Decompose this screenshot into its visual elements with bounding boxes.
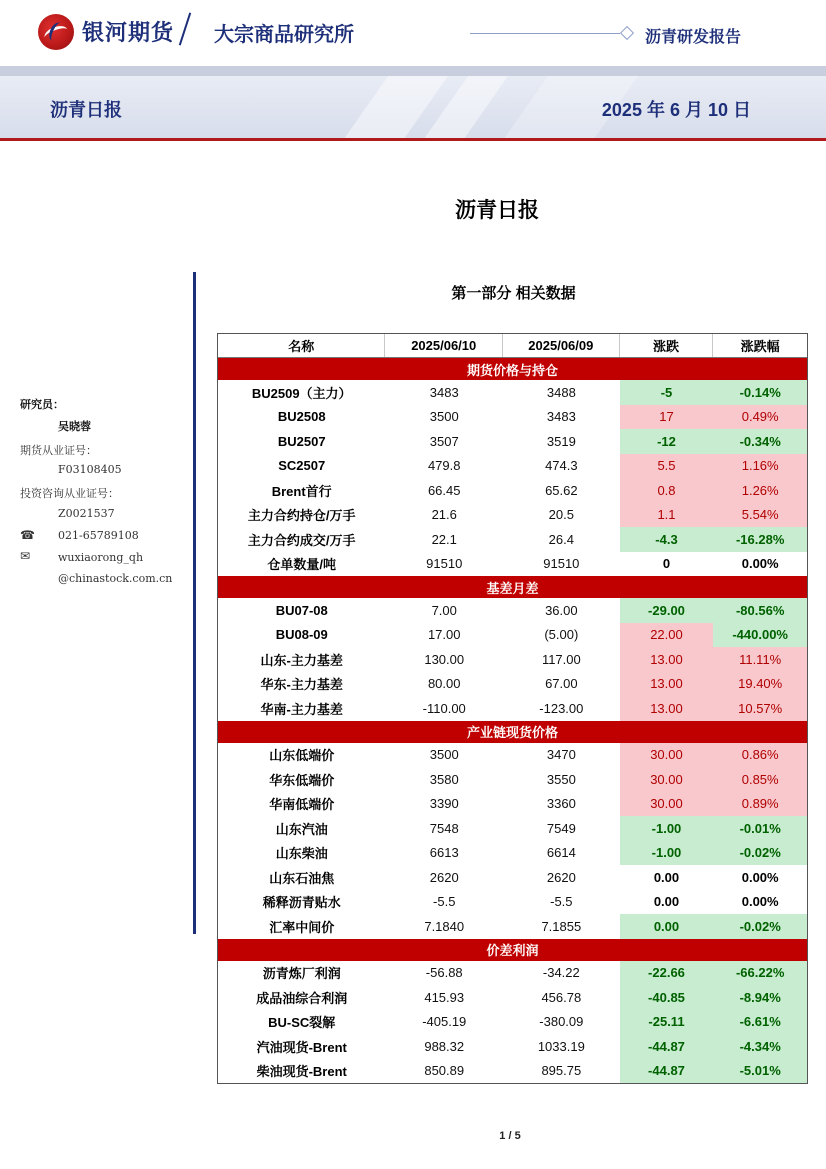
value-change: 0.00 [653,869,680,885]
value-date2: -5.5 [550,894,573,910]
section-title: 第一部分 相关数据 [451,285,576,302]
value-change: 30.00 [620,743,714,768]
value-date1: 6613 [429,845,459,861]
value-date2: 3360 [546,796,576,812]
value-date2: 3483 [546,409,576,425]
value-change-pct: 0.49% [713,405,807,430]
row-name: 华东-主力基差 [260,677,343,693]
value-change-pct: 10.57% [713,696,807,721]
value-change: 0.00 [620,914,714,939]
table-row [218,743,807,768]
column-header-change: 涨跌 [620,334,714,357]
value-change: 17 [620,405,714,430]
value-date2: 3470 [546,747,576,763]
report-type: 沥青研发报告 [645,29,742,46]
value-change-pct: 0.00% [741,556,779,572]
institute-name: 大宗商品研究所 [214,24,354,46]
row-name: Brent首行 [271,483,332,499]
value-change: -44.87 [620,1034,714,1059]
row-name: 华南-主力基差 [260,701,343,717]
value-change: 13.00 [620,696,714,721]
value-change: 5.5 [620,454,714,479]
value-date2: -123.00 [539,700,584,716]
value-change-pct: -440.00% [713,623,807,648]
value-date1: 7548 [429,820,459,836]
researcher-label: 研究员： [20,398,64,411]
row-name: BU2508 [277,409,326,425]
value-change-pct: 0.89% [713,792,807,817]
value-change: -5 [620,380,714,405]
value-change-pct: -0.02% [713,914,807,939]
table-row [218,696,807,721]
section-header: 价差利润 [218,939,807,961]
value-change: 0 [662,556,671,572]
document-title-wrap [0,194,826,224]
diamond-icon [620,26,634,40]
value-date2: 2620 [546,869,576,885]
value-date2: 67.00 [545,676,578,692]
section-header: 基差月差 [218,576,807,598]
value-change-pct: -5.01% [713,1059,807,1084]
row-name: 山东汽油 [275,821,328,837]
consult-cert-label: 投资咨询从业证号： [20,487,119,500]
table-row [218,672,807,697]
value-date1: -5.5 [433,894,456,910]
value-date1: 130.00 [424,651,465,667]
value-date1: -56.88 [425,965,463,981]
value-change-pct: -0.34% [713,429,807,454]
value-change: -12 [620,429,714,454]
value-change-pct: 1.16% [713,454,807,479]
value-date1: 21.6 [431,507,457,523]
banner [0,76,826,138]
value-change-pct: -16.28% [713,527,807,552]
page-number: 1 / 5 [499,1130,521,1142]
value-date2: -380.09 [539,1014,584,1030]
table-row [218,454,807,479]
table-row [218,961,807,986]
value-change-pct: 0.00% [741,894,779,910]
table-header [218,334,807,358]
email-line-1: wuxiaorong_qh [58,551,144,564]
value-date2: -34.22 [542,965,580,981]
value-change-pct: 0.86% [713,743,807,768]
column-header-date1: 2025/06/10 [385,334,503,357]
row-name: BU08-09 [275,627,328,643]
row-name: BU-SC裂解 [268,1015,336,1031]
table-row [218,503,807,528]
value-date1: 3580 [429,771,459,787]
section-header: 期货价格与持仓 [218,358,807,380]
value-change: -29.00 [620,598,714,623]
table-row [218,890,807,915]
value-date1: 850.89 [424,1063,465,1079]
value-change: 13.00 [620,647,714,672]
value-change-pct: 1.26% [713,478,807,503]
value-change: 0.8 [620,478,714,503]
brand-name: 银河期货 [82,20,175,45]
table-row [218,647,807,672]
value-date1: 479.8 [427,458,461,474]
table-row [218,767,807,792]
header-divider [179,13,191,46]
table-row [218,405,807,430]
table-row [218,527,807,552]
value-change-pct: -0.01% [713,816,807,841]
value-change-pct: -6.61% [713,1010,807,1035]
row-name: 汽油现货-Brent [256,1039,347,1055]
value-change: 1.1 [620,503,714,528]
value-change: -1.00 [620,816,714,841]
table-row [218,552,807,577]
table-row [218,429,807,454]
value-date1: 988.32 [424,1038,465,1054]
value-date2: (5.00) [544,627,579,643]
table-row [218,1059,807,1084]
value-date2: 3519 [546,433,576,449]
value-date1: 17.00 [427,627,461,643]
value-change: -1.00 [620,841,714,866]
table-row [218,914,807,939]
row-name: 山东低端价 [269,748,335,764]
value-change-pct: -66.22% [713,961,807,986]
document-title: 沥青日报 [455,199,539,222]
value-change: 30.00 [620,792,714,817]
email-icon: ✉ [20,549,31,563]
table-row [218,816,807,841]
galaxy-futures-logo-icon [38,14,74,50]
futures-cert-number: F03108405 [58,463,122,476]
table-row [218,598,807,623]
value-change: -44.87 [620,1059,714,1084]
row-name: 仓单数量/吨 [267,557,337,573]
value-change-pct: -8.94% [713,985,807,1010]
value-change: -4.3 [620,527,714,552]
row-name: 汇率中间价 [269,919,335,935]
value-date1: 3390 [429,796,459,812]
value-date2: 7549 [546,820,576,836]
value-date1: 22.1 [431,531,457,547]
table-row [218,623,807,648]
row-name: BU2507 [277,433,326,449]
row-name: 成品油综合利润 [256,990,348,1006]
value-date2: 65.62 [545,482,578,498]
value-date1: 415.93 [424,989,465,1005]
value-date2: 36.00 [545,602,578,618]
row-name: 主力合约成交/万手 [247,532,356,548]
value-change-pct: 0.85% [713,767,807,792]
row-name: 柴油现货-Brent [256,1064,347,1080]
value-date1: 3483 [429,384,459,400]
column-header-date2: 2025/06/09 [503,334,620,357]
row-name: 山东-主力基差 [260,652,343,668]
column-header-name: 名称 [218,334,385,357]
value-change: 22.00 [620,623,714,648]
row-name: 华东低端价 [269,772,335,788]
banner-underline [0,138,826,141]
value-date2: 3488 [546,384,576,400]
page-header [0,0,826,66]
value-date2: 456.78 [541,989,582,1005]
table-row [218,792,807,817]
value-date1: 3500 [429,747,459,763]
consult-cert-number: Z0021537 [58,507,115,520]
value-change-pct: -4.34% [713,1034,807,1059]
column-header-change-pct: 涨跌幅 [740,339,780,354]
row-name: 山东柴油 [275,846,328,862]
value-change: 30.00 [620,767,714,792]
value-change-pct: 11.11% [713,647,807,672]
table-row [218,1010,807,1035]
value-change: 0.00 [653,894,680,910]
value-date1: 66.45 [427,482,461,498]
row-name: 稀释沥青贴水 [262,895,341,911]
value-change: -22.66 [620,961,714,986]
header-stripe [0,66,826,76]
row-name: BU07-08 [275,602,328,618]
value-date2: 7.1855 [541,918,582,934]
value-date1: -405.19 [422,1014,467,1030]
table-row [218,478,807,503]
value-date2: 895.75 [541,1063,582,1079]
table-row [218,380,807,405]
phone-number: 021-65789108 [58,529,139,542]
value-change-pct: -80.56% [713,598,807,623]
value-change: -40.85 [620,985,714,1010]
researcher-name: 吴晓蓉 [58,420,91,433]
banner-date: 2025 年 6 月 10 日 [601,100,751,120]
row-name: 沥青炼厂利润 [262,966,341,982]
row-name: BU2509（主力） [251,385,352,401]
value-date2: 6614 [546,845,576,861]
header-rule [470,33,620,34]
table-row [218,841,807,866]
value-date2: 3550 [546,771,576,787]
table-body [218,358,807,1083]
value-change-pct: 5.54% [713,503,807,528]
value-date2: 91510 [543,556,580,572]
banner-title: 沥青日报 [50,100,122,120]
value-date1: 80.00 [427,676,461,692]
value-date2: 1033.19 [537,1038,585,1054]
value-date1: 7.00 [431,602,457,618]
value-change: 13.00 [620,672,714,697]
data-table [217,333,808,1084]
value-date2: 20.5 [548,507,574,523]
value-change-pct: -0.14% [713,380,807,405]
table-row [218,865,807,890]
value-date2: 117.00 [541,651,581,667]
table-row [218,1034,807,1059]
row-name: 山东石油焦 [269,870,335,886]
row-name: 华南低端价 [269,797,335,813]
value-change-pct: -0.02% [713,841,807,866]
email-line-2: @chinastock.com.cn [58,572,173,585]
value-date2: 26.4 [548,531,574,547]
value-change-pct: 19.40% [713,672,807,697]
value-date1: -110.00 [422,700,466,716]
phone-icon: ☎ [20,528,35,542]
section-header: 产业链现货价格 [218,721,807,743]
value-date2: 474.3 [545,458,578,474]
row-name: 主力合约持仓/万手 [247,508,356,524]
value-date1: 91510 [426,556,463,572]
value-date1: 2620 [429,869,459,885]
value-date1: 7.1840 [424,918,465,934]
value-change: -25.11 [620,1010,714,1035]
futures-cert-label: 期货从业证号： [20,444,97,457]
value-date1: 3500 [429,409,459,425]
value-date1: 3507 [429,433,459,449]
value-change-pct: 0.00% [741,869,779,885]
sidebar-divider [193,272,196,934]
table-row [218,985,807,1010]
row-name: SC2507 [278,458,326,474]
